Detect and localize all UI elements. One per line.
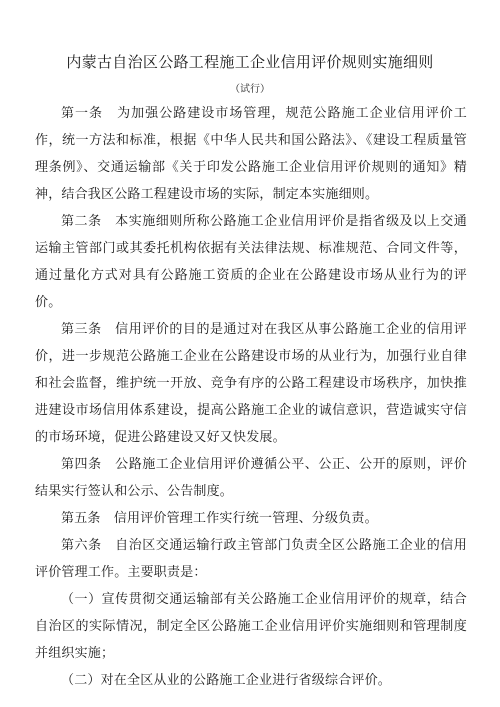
article-2-paragraph: 第二条 本实施细则所称公路施工企业信用评价是指省级及以上交通运输主管部门或其委托机构依据有关法律法规、标准规范、合同文件等，通过量化方式对具有公路施工资质的企业在公路建设市场从业行为的评价。 xyxy=(35,214,467,310)
article-6-item-2: （二）对在全区从业的公路施工企业进行省级综合评价。 xyxy=(61,673,392,688)
document-body xyxy=(35,100,467,694)
article-1-paragraph: 第一条 为加强公路建设市场管理，规范公路施工企业信用评价工作，统一方法和标准，根据《中华人民共和国公路法》、《建设工程质量管理条例》、交通运输部《关于印发公路施工企业信用评价规则的通知》精神，结合我区公路工程建设市场的实际，制定本实施细则。 xyxy=(35,106,467,202)
article-6-item-1: （一）宣传贯彻交通运输部有关公路施工企业信用评价的规章，结合自治区的实际情况，制定全区公路施工企业信用评价实施细则和管理制度并组织实施； xyxy=(35,592,467,661)
article-6-paragraph: 第六条 自治区交通运输行政主管部门负责全区公路施工企业的信用评价管理工作。主要职责是： xyxy=(35,538,467,580)
article-3-paragraph: 第三条 信用评价的目的是通过对在我区从事公路施工企业的信用评价，进一步规范公路施工企业在公路建设市场的从业行为，加强行业自律和社会监督，维护统一开放、竞争有序的公路工程建设市场秩序，加快推进建设市场信用体系建设，提高公路施工企业的诚信意识，营造诚实守信的市场环境，促进公路建设又好又快发展。 xyxy=(35,322,467,445)
document-title: 内蒙古自治区公路工程施工企业信用评价规则实施细则 xyxy=(66,53,434,71)
article-4-paragraph: 第四条 公路施工企业信用评价遵循公平、公正、公开的原则，评价结果实行签认和公示、公告制度。 xyxy=(35,457,467,499)
document-subtitle: （试行） xyxy=(230,84,270,95)
article-5-paragraph: 第五条 信用评价管理工作实行统一管理、分级负责。 xyxy=(61,511,378,526)
